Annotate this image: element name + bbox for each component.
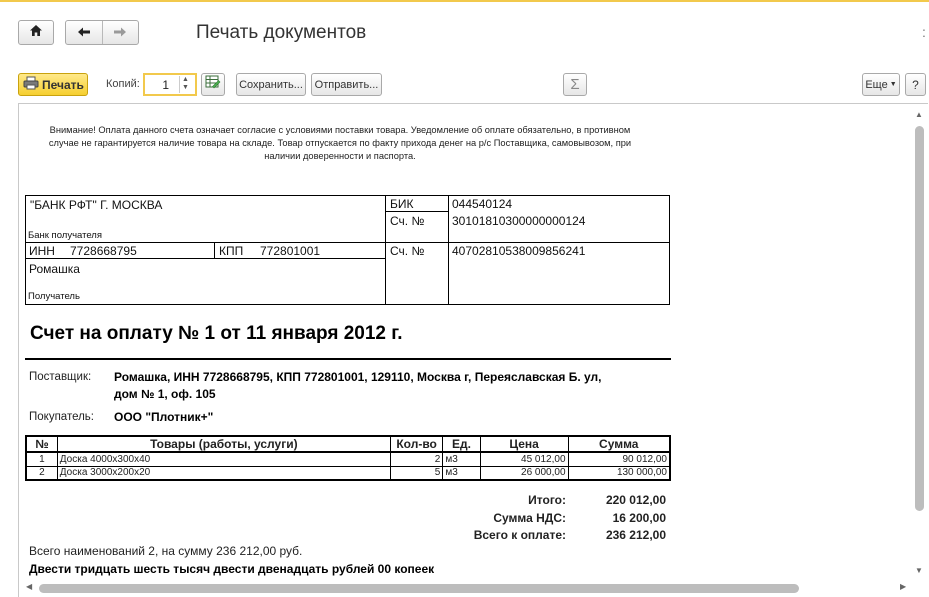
- supplier-line-2: дом № 1, оф. 105: [114, 387, 216, 401]
- cell-price: 26 000,00: [480, 466, 568, 480]
- recipient-caption: Получатель: [28, 291, 80, 302]
- goods-table: [25, 435, 671, 481]
- copies-spinner-icon[interactable]: ▲ ▼: [179, 76, 191, 93]
- more-menu-button[interactable]: [862, 73, 900, 96]
- cell-sum: 90 012,00: [568, 452, 670, 466]
- col-header-sum: Сумма: [568, 436, 670, 452]
- goods-header-row: [26, 436, 670, 452]
- horizontal-scroll-thumb[interactable]: [39, 584, 799, 593]
- arrow-right-icon: [113, 24, 127, 42]
- send-button[interactable]: Отправить...: [311, 73, 382, 96]
- more-window-icon[interactable]: :: [922, 24, 926, 40]
- col-header-price: Цена: [480, 436, 568, 452]
- bik-label: БИК: [390, 197, 414, 211]
- supplier-label: Поставщик:: [29, 371, 92, 383]
- back-button[interactable]: [66, 21, 102, 44]
- scroll-right-icon[interactable]: ▶: [900, 582, 907, 591]
- home-button[interactable]: [18, 20, 54, 45]
- bik-value: 044540124: [452, 197, 513, 211]
- inn-label: ИНН: [29, 244, 55, 258]
- cell-qty: 5: [390, 466, 442, 480]
- total-value: 220 012,00: [605, 493, 666, 507]
- horizontal-scrollbar[interactable]: [24, 581, 914, 595]
- cell-unit: м3: [443, 452, 480, 466]
- print-button[interactable]: [18, 73, 88, 96]
- table-row: [26, 452, 670, 466]
- title-divider: [25, 358, 671, 360]
- help-button[interactable]: ?: [905, 73, 926, 96]
- col-header-number: №: [26, 436, 57, 452]
- vertical-scroll-thumb[interactable]: [915, 126, 924, 511]
- sum-button[interactable]: [563, 73, 587, 96]
- edit-copies-button[interactable]: [201, 73, 225, 96]
- scroll-left-icon[interactable]: ◀: [26, 582, 33, 591]
- col-header-unit: Ед.: [443, 436, 480, 452]
- invoice-title: Счет на оплату № 1 от 11 января 2012 г.: [30, 323, 403, 344]
- cell-price: 45 012,00: [480, 452, 568, 466]
- col-header-qty: Кол-во: [390, 436, 442, 452]
- vat-label: Сумма НДС:: [493, 511, 566, 525]
- corr-account-label: Сч. №: [390, 214, 425, 228]
- copies-input[interactable]: [143, 73, 197, 96]
- amount-due-label: Всего к оплате:: [473, 528, 566, 542]
- cell-number: 2: [26, 466, 57, 480]
- cell-sum: 130 000,00: [568, 466, 670, 480]
- printer-icon: [23, 76, 39, 93]
- print-label: Печать: [42, 77, 84, 92]
- supplier-line-1: Ромашка, ИНН 7728668795, КПП 772801001, 129110, Москва г, Переяславская Б. ул,: [114, 370, 602, 384]
- window-title: Печать документов: [196, 22, 367, 43]
- corr-account-value: 30101810300000000124: [452, 214, 586, 228]
- bank-caption: Банк получателя: [28, 230, 102, 241]
- kpp-label: КПП: [219, 244, 244, 258]
- buyer-label: Покупатель:: [29, 411, 94, 423]
- items-summary: Всего наименований 2, на сумму 236 212,00 руб.: [29, 544, 303, 558]
- cell-goods: Доска 4000х300х40: [57, 452, 390, 466]
- bank-details-table: [25, 195, 670, 305]
- window-top-accent: [0, 0, 929, 2]
- copies-value: 1: [162, 77, 169, 92]
- cell-number: 1: [26, 452, 57, 466]
- save-button[interactable]: Сохранить...: [236, 73, 306, 96]
- scroll-down-icon[interactable]: ▼: [915, 566, 923, 575]
- payment-warning-text: Внимание! Оплата данного счета означает согласие с условиями поставки товара. Уведомление об оплате обязательно, в противном случае не гарантируется наличие товара на складе. Товар отпускается по факту прихода денег на р/с Поставщика, самовывозом, при наличии доверенности и паспорта.: [48, 125, 632, 161]
- kpp-value: 772801001: [260, 244, 321, 258]
- col-header-goods: Товары (работы, услуги): [57, 436, 390, 452]
- history-nav-group: [65, 20, 139, 45]
- account-label: Сч. №: [390, 244, 425, 258]
- chevron-down-icon: ▼: [889, 81, 897, 88]
- cell-goods: Доска 3000х200х20: [57, 466, 390, 480]
- copies-label: Копий:: [106, 78, 140, 90]
- vat-value: 16 200,00: [612, 511, 666, 525]
- account-value: 40702810538009856241: [452, 244, 586, 258]
- cell-qty: 2: [390, 452, 442, 466]
- scroll-up-icon[interactable]: ▲: [915, 110, 923, 119]
- home-icon: [29, 24, 43, 42]
- recipient-name: Ромашка: [29, 262, 80, 276]
- vertical-scrollbar[interactable]: [912, 110, 926, 586]
- inn-value: 7728668795: [70, 244, 137, 258]
- amount-in-words: Двести тридцать шесть тысяч двести двенадцать рублей 00 копеек: [29, 562, 435, 576]
- more-label: Еще: [865, 78, 888, 91]
- sigma-icon: Σ: [570, 76, 580, 93]
- cell-unit: м3: [443, 466, 480, 480]
- table-edit-icon: [205, 75, 221, 94]
- arrow-left-icon: [77, 24, 91, 42]
- amount-due-value: 236 212,00: [605, 528, 666, 542]
- bank-name: "БАНК РФТ" Г. МОСКВА: [30, 198, 163, 212]
- forward-button[interactable]: [102, 21, 138, 44]
- table-row: [26, 466, 670, 480]
- total-label: Итого:: [528, 493, 566, 507]
- buyer-value: ООО "Плотник+": [114, 410, 214, 424]
